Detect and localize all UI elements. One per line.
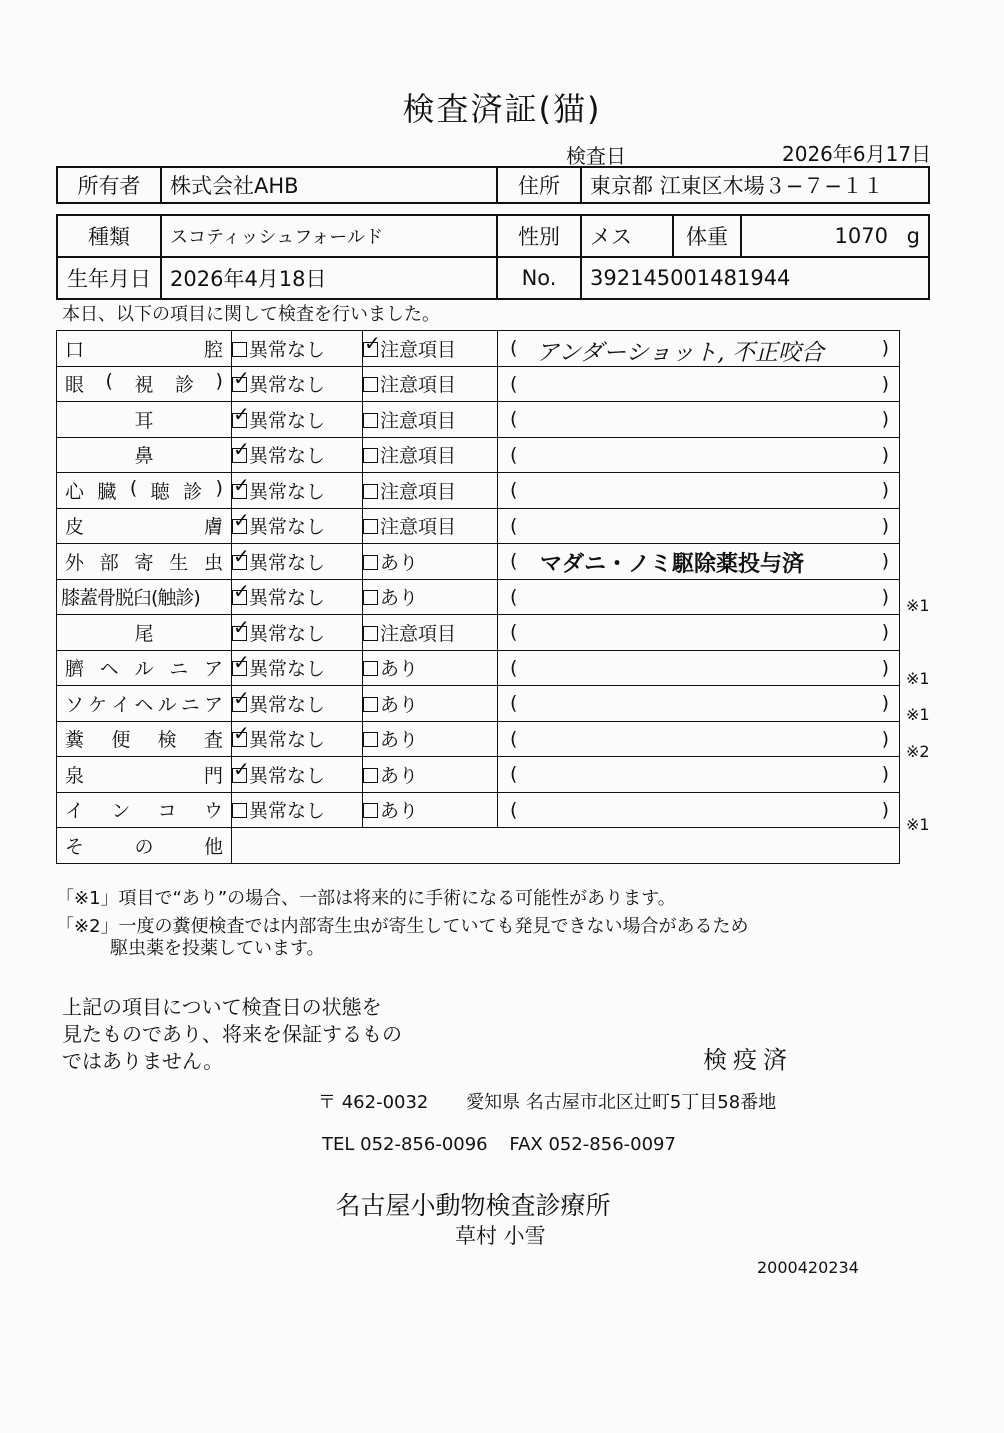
checkbox-issue: [363, 377, 378, 392]
checkbox-normal: [232, 484, 247, 499]
option-normal-label: 異常なし: [249, 800, 326, 823]
remarks-cell: [498, 366, 900, 402]
footnote-ref-mark: ※1: [906, 814, 930, 834]
paren-close: ): [881, 798, 889, 821]
item-name-char: ケ: [88, 693, 108, 716]
sex-label: 性別: [497, 215, 581, 257]
birth-label: 生年月日: [57, 257, 161, 299]
footnote-2-line2: 駆虫薬を投薬しています。: [110, 938, 325, 959]
option-normal-label: 異常なし: [249, 587, 326, 610]
paren-open: (: [510, 479, 518, 501]
checkbox-issue: [363, 413, 378, 428]
item-name-char: 糞: [65, 729, 85, 752]
no-value: 392145001481944: [581, 257, 929, 299]
exam-item-name: [57, 686, 232, 722]
item-name-char: 他: [203, 835, 223, 858]
exam-item-name: [57, 792, 232, 828]
exam-row: [57, 792, 900, 828]
clinic-fax: FAX 052-856-0097: [509, 1134, 676, 1155]
paren-close: ): [881, 408, 889, 430]
item-name-char: ル: [134, 658, 154, 681]
item-name-spread: [61, 512, 227, 539]
item-name-char: ン: [111, 800, 131, 823]
item-name-char: ニ: [180, 693, 200, 716]
paren-open: (: [510, 727, 518, 750]
checkbox-issue: [363, 484, 378, 499]
item-name-label: 膝蓋骨脱臼(触診): [61, 587, 200, 610]
exam-body: [57, 331, 900, 864]
paren-close: ): [881, 514, 889, 537]
checkbox-issue: [363, 448, 378, 463]
item-name-char: ル: [157, 693, 177, 716]
footnote-ref-mark: ※1: [906, 668, 930, 688]
paren-open: (: [510, 337, 518, 359]
clinic-name: 名古屋小動物検査診療所: [335, 1191, 611, 1220]
remarks-cell: [498, 579, 900, 615]
paren-close: ): [881, 479, 889, 501]
footnote-ref-mark: ※2: [906, 741, 930, 761]
exam-item-name: [57, 473, 232, 509]
checkbox-normal: [232, 555, 247, 570]
checkbox-normal: [232, 448, 247, 463]
paren-open: (: [510, 585, 518, 608]
postal-code: 〒 462-0032: [318, 1092, 429, 1113]
option-issue: [363, 615, 498, 651]
item-name-char: 診: [175, 374, 195, 397]
item-name-char: 生: [169, 551, 189, 574]
exam-item-name: [57, 650, 232, 686]
option-normal-label: 異常なし: [249, 764, 326, 787]
exam-row: [57, 615, 900, 651]
sex-value: メス: [581, 215, 673, 257]
option-normal: [232, 650, 363, 686]
option-issue: [363, 579, 498, 615]
item-name-char: 臓: [97, 480, 117, 503]
option-normal: [232, 544, 363, 580]
item-name-char: そ: [65, 835, 85, 858]
paren-open: (: [510, 408, 518, 430]
item-name-char: 診: [183, 480, 203, 503]
item-name-char: ウ: [203, 800, 223, 823]
option-issue-label: あり: [380, 693, 419, 716]
clinic-contact: [322, 1134, 676, 1155]
paren-close: ): [881, 550, 889, 572]
option-issue: [363, 508, 498, 544]
exam-item-name: [57, 544, 232, 580]
item-name-char: 外: [65, 551, 85, 574]
other-value: [232, 828, 900, 864]
remarks-cell: [498, 650, 900, 686]
remarks-cell: [498, 437, 900, 473]
address-value: 東京都 江東区木場３−７−１１: [581, 167, 929, 203]
checkbox-issue: [363, 342, 378, 357]
option-normal: [232, 402, 363, 438]
quarantine-stamp: 検疫済: [703, 1046, 793, 1074]
item-name-char: ヘ: [99, 658, 119, 681]
weight-label: 体重: [673, 215, 741, 257]
item-name-char: 腔: [203, 338, 223, 361]
disclaimer-line-2: 見たものであり、将来を保証するもの: [62, 1022, 402, 1046]
exam-item-name: [57, 366, 232, 402]
owner-value: 株式会社AHB: [161, 167, 497, 203]
option-issue-label: 注意項目: [380, 338, 457, 361]
remarks-cell: [498, 757, 900, 793]
exam-row: [57, 437, 900, 473]
checkbox-normal: [232, 768, 247, 783]
item-name-label: 耳: [134, 409, 154, 432]
option-normal-label: 異常なし: [249, 551, 326, 574]
exam-row: [57, 579, 900, 615]
paren-close: ): [881, 337, 889, 359]
option-issue: [363, 792, 498, 828]
item-name-char: コ: [157, 800, 177, 823]
checkbox-normal: [232, 519, 247, 534]
item-name-char: 眼: [65, 374, 85, 397]
intro-text: 本日、以下の項目に関して検査を行いました。: [62, 304, 440, 325]
item-name-char: 虫: [203, 551, 223, 574]
exam-row: [57, 402, 900, 438]
exam-item-name: [57, 331, 232, 367]
option-normal-label: 異常なし: [249, 374, 326, 397]
exam-item-name: [57, 828, 232, 864]
option-normal: [232, 366, 363, 402]
option-issue-label: 注意項目: [380, 374, 457, 397]
option-normal: [232, 508, 363, 544]
item-name-spread: [61, 548, 227, 575]
item-name-char: 検: [157, 729, 177, 752]
checkbox-issue: [363, 697, 378, 712]
remarks-cell: [498, 615, 900, 651]
item-name-spread: [61, 725, 227, 752]
item-name-char: 査: [203, 729, 223, 752]
remarks-cell: [498, 686, 900, 722]
paren-open: (: [510, 443, 518, 466]
checkbox-issue: [363, 626, 378, 641]
option-normal: [232, 686, 363, 722]
exam-item-name: [57, 508, 232, 544]
vet-name: 草村 小雪: [455, 1224, 546, 1248]
checkbox-issue: [363, 732, 378, 747]
paren-open: (: [510, 514, 518, 537]
remarks-cell: [498, 331, 900, 367]
clinic-address-line: [318, 1088, 776, 1114]
option-issue-label: あり: [380, 587, 419, 610]
item-name-char: 心: [65, 480, 85, 503]
remarks-cell: [498, 508, 900, 544]
option-normal-label: 異常なし: [249, 516, 326, 539]
option-issue: [363, 402, 498, 438]
option-normal-label: 異常なし: [249, 658, 326, 681]
paren-close: ): [881, 585, 889, 608]
remarks-cell: [498, 473, 900, 509]
option-issue: [363, 331, 498, 367]
checkbox-normal: [232, 661, 247, 676]
option-normal-label: 異常なし: [249, 622, 326, 645]
exam-item-name: [57, 437, 232, 473]
option-normal-label: 異常なし: [249, 338, 326, 361]
option-issue-label: 注意項目: [380, 445, 457, 468]
item-name-char: 口: [65, 338, 85, 361]
exam-row: [57, 331, 900, 367]
item-name-spread: [61, 477, 227, 504]
exam-date: 2026年6月17日: [782, 142, 932, 166]
item-name-char: ): [215, 370, 223, 393]
footnote-ref-mark: ※1: [906, 705, 930, 724]
paren-close: ): [881, 621, 889, 643]
checkbox-normal: [232, 413, 247, 428]
item-name-char: ア: [203, 658, 223, 681]
checkbox-normal: [232, 377, 247, 392]
exam-row: [57, 686, 900, 722]
item-name-char: ヘ: [134, 693, 154, 716]
remark-text: マダニ・ノミ駆除薬投与済: [540, 552, 805, 577]
paren-close: ): [881, 372, 889, 395]
item-name-char: 皮: [65, 516, 85, 539]
paren-close: ): [881, 443, 889, 466]
item-name-char: イ: [111, 693, 131, 716]
item-name-char: ソ: [65, 693, 85, 716]
checkbox-issue: [363, 768, 378, 783]
item-name-spread: [61, 335, 227, 362]
option-issue: [363, 757, 498, 793]
exam-row: [57, 366, 900, 402]
no-label: No.: [497, 257, 581, 299]
disclaimer: [62, 994, 402, 1075]
option-issue: [363, 721, 498, 757]
item-name-char: 門: [203, 764, 223, 787]
remarks-cell: [498, 544, 900, 580]
exam-date-label: 検査日: [566, 144, 626, 168]
paren-open: (: [510, 692, 518, 714]
item-name-label: 尾: [134, 622, 154, 645]
item-name-spread: [61, 832, 227, 859]
exam-row: [57, 757, 900, 793]
item-name-char: 便: [111, 729, 131, 752]
option-normal: [232, 615, 363, 651]
option-issue-label: あり: [380, 551, 419, 574]
option-normal: [232, 579, 363, 615]
item-name-spread: [61, 370, 227, 397]
weight-cell: [741, 215, 929, 257]
option-normal-label: 異常なし: [249, 480, 326, 503]
footnote-ref-mark: ※1: [906, 595, 930, 615]
option-issue-label: 注意項目: [380, 409, 457, 432]
checkbox-normal: [232, 732, 247, 747]
item-name-char: ニ: [169, 658, 189, 681]
option-issue-label: あり: [380, 800, 419, 823]
checkbox-issue: [363, 555, 378, 570]
document-code: 2000420234: [757, 1258, 859, 1277]
disclaimer-line-3: ではありません。: [62, 1049, 224, 1073]
disclaimer-line-1: 上記の項目について検査日の状態を: [62, 995, 382, 1019]
option-issue: [363, 650, 498, 686]
exam-table: [56, 330, 900, 864]
footnote-1: 「※1」項目で“あり”の場合、一部は将来的に手術になる可能性があります。: [56, 888, 676, 909]
address-label: 住所: [497, 167, 581, 203]
paren-open: (: [510, 798, 518, 821]
paren-open: (: [510, 763, 518, 785]
checkbox-issue: [363, 661, 378, 676]
clinic-address: 愛知県 名古屋市北区辻町5丁目58番地: [466, 1092, 777, 1113]
pet-table: [56, 214, 930, 300]
option-normal: [232, 721, 363, 757]
option-issue: [363, 473, 498, 509]
item-name-char: 部: [99, 551, 119, 574]
option-normal-label: 異常なし: [249, 729, 326, 752]
option-issue-label: 注意項目: [380, 622, 457, 645]
option-normal-label: 異常なし: [249, 409, 326, 432]
option-issue: [363, 437, 498, 473]
option-normal-label: 異常なし: [249, 445, 326, 468]
exam-item-name: [57, 721, 232, 757]
owner-table: [56, 166, 930, 204]
exam-row: [57, 650, 900, 686]
option-issue-label: あり: [380, 729, 419, 752]
remarks-cell: [498, 721, 900, 757]
option-issue: [363, 366, 498, 402]
checkbox-normal: [232, 803, 247, 818]
item-name-char: ): [215, 476, 223, 499]
item-name-char: ア: [203, 693, 223, 716]
exam-item-name: [57, 757, 232, 793]
option-normal: [232, 792, 363, 828]
item-name-spread: [61, 796, 227, 823]
weight-unit: g: [906, 224, 920, 248]
exam-row-other: [57, 828, 900, 864]
paren-open: (: [510, 372, 518, 395]
remarks-cell: [498, 792, 900, 828]
option-issue-label: 注意項目: [380, 516, 457, 539]
exam-row: [57, 508, 900, 544]
item-name-label: 鼻: [134, 445, 154, 468]
checkbox-normal: [232, 590, 247, 605]
option-normal-label: 異常なし: [249, 693, 326, 716]
option-issue-label: 注意項目: [380, 480, 457, 503]
item-name-spread: [61, 761, 227, 788]
item-name-spread: [61, 654, 227, 681]
type-label: 種類: [57, 215, 161, 257]
remark-text: アンダーショット, 不正咬合: [536, 340, 824, 366]
checkbox-issue: [363, 803, 378, 818]
checkbox-normal: [232, 697, 247, 712]
option-normal: [232, 757, 363, 793]
checkbox-normal: [232, 626, 247, 641]
owner-label: 所有者: [57, 167, 161, 203]
item-name-spread: [61, 690, 227, 717]
exam-row: [57, 721, 900, 757]
exam-item-name: [57, 615, 232, 651]
exam-row: [57, 544, 900, 580]
checkbox-issue: [363, 590, 378, 605]
option-issue-label: あり: [380, 764, 419, 787]
item-name-char: の: [134, 835, 154, 858]
item-name-char: 泉: [65, 764, 85, 787]
option-issue-label: あり: [380, 658, 419, 681]
checkbox-issue: [363, 519, 378, 534]
item-name-char: (: [129, 476, 138, 499]
paren-open: (: [510, 550, 518, 572]
item-name-char: 寄: [134, 551, 154, 574]
exam-item-name: [57, 579, 232, 615]
exam-item-name: [57, 402, 232, 438]
exam-row: [57, 473, 900, 509]
item-name-char: 聴: [150, 480, 170, 503]
paren-open: (: [510, 656, 518, 679]
option-normal: [232, 331, 363, 367]
document-title: 検査済証(猫): [402, 90, 602, 128]
option-normal: [232, 437, 363, 473]
option-issue: [363, 544, 498, 580]
weight-value: 1070: [834, 224, 888, 248]
checkbox-normal: [232, 342, 247, 357]
paren-open: (: [510, 621, 518, 643]
item-name-char: 臍: [65, 658, 85, 681]
paren-close: ): [881, 763, 889, 785]
footnote-2-line1: 「※2」一度の糞便検査では内部寄生虫が寄生していても発見できない場合があるため: [56, 916, 749, 937]
paren-close: ): [881, 656, 889, 679]
paren-close: ): [881, 692, 889, 714]
option-issue: [363, 686, 498, 722]
type-value: スコティッシュフォールド: [161, 215, 497, 257]
paren-close: ): [881, 727, 889, 750]
option-normal: [232, 473, 363, 509]
item-name-char: 膚: [203, 516, 223, 539]
remarks-cell: [498, 402, 900, 438]
item-name-char: (: [105, 370, 113, 393]
item-name-char: イ: [65, 800, 85, 823]
item-name-char: 視: [134, 374, 154, 397]
birth-value: 2026年4月18日: [161, 257, 497, 299]
clinic-tel: TEL 052-856-0096: [322, 1134, 488, 1155]
